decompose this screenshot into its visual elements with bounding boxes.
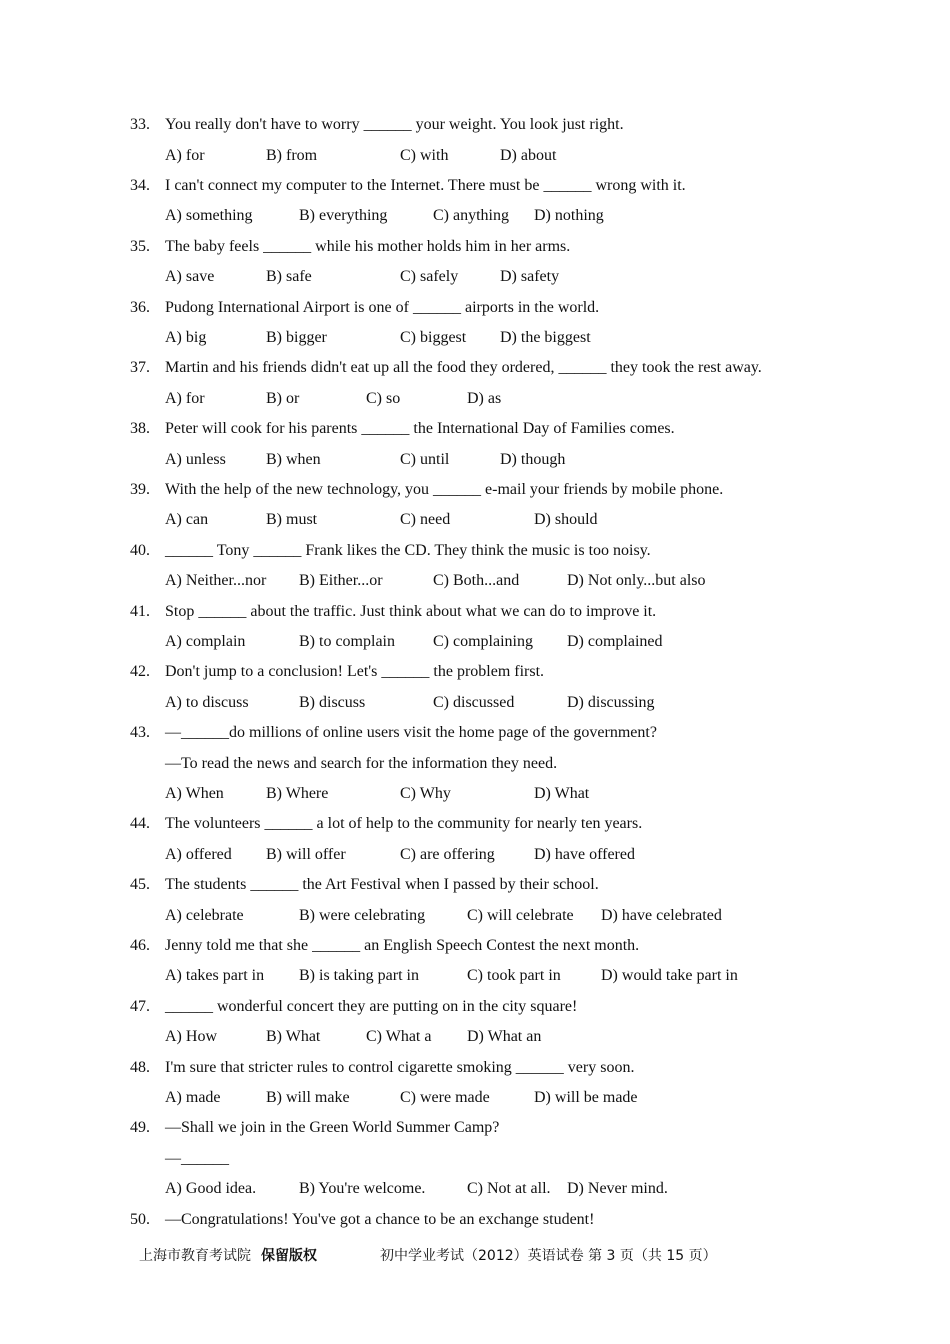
answer-option[interactable]: C) Why — [400, 785, 451, 802]
answer-option[interactable]: C) safely — [400, 268, 459, 285]
answer-option[interactable]: D) would take part in — [601, 967, 738, 984]
question-text: Pudong International Airport is one of ______ airports in the world. — [165, 299, 600, 316]
question-number: 37. — [130, 359, 150, 376]
answer-option[interactable]: A) made — [165, 1089, 221, 1106]
question-text: You really don't have to worry ______ your weight. You look just right. — [165, 116, 624, 133]
answer-option[interactable]: A) offered — [165, 846, 232, 863]
answer-option[interactable]: C) discussed — [433, 694, 515, 711]
question-text: I can't connect my computer to the Internet. There must be ______ wrong with it. — [165, 177, 686, 194]
question-text: —______ — [165, 1150, 229, 1167]
answer-option[interactable]: C) until — [400, 451, 450, 468]
answer-option[interactable]: B) will make — [266, 1089, 350, 1106]
question-text: Peter will cook for his parents ______ the International Day of Families comes. — [165, 420, 675, 437]
question-number: 47. — [130, 998, 150, 1015]
question-text: Jenny told me that she ______ an English Speech Contest the next month. — [165, 937, 640, 954]
question-text: Stop ______ about the traffic. Just think about what we can do to improve it. — [165, 603, 657, 620]
answer-option[interactable]: B) will offer — [266, 846, 346, 863]
answer-option[interactable]: B) discuss — [299, 694, 366, 711]
question-number: 50. — [130, 1211, 150, 1228]
answer-option[interactable]: A) save — [165, 268, 215, 285]
answer-option[interactable]: A) something — [165, 207, 253, 224]
question-number: 49. — [130, 1119, 150, 1136]
answer-option[interactable]: B) from — [266, 147, 318, 164]
answer-option[interactable]: B) when — [266, 451, 321, 468]
question-number: 46. — [130, 937, 150, 954]
answer-option[interactable]: C) need — [400, 511, 451, 528]
footer-organization: 上海市教育考试院 — [139, 1248, 251, 1264]
answer-option[interactable]: A) Good idea. — [165, 1180, 257, 1197]
answer-option[interactable]: C) so — [366, 390, 401, 407]
question-number: 41. — [130, 603, 150, 620]
answer-option[interactable]: C) complaining — [433, 633, 533, 650]
answer-option[interactable]: C) What a — [366, 1028, 432, 1045]
answer-option[interactable]: A) for — [165, 390, 205, 407]
answer-option[interactable]: D) have celebrated — [601, 907, 722, 924]
answer-option[interactable]: D) the biggest — [500, 329, 591, 346]
answer-option[interactable]: B) to complain — [299, 633, 395, 650]
answer-option[interactable]: C) with — [400, 147, 449, 164]
answer-option[interactable]: D) have offered — [534, 846, 635, 863]
question-text: Don't jump to a conclusion! Let's ______ the problem first. — [165, 663, 545, 680]
question-number: 36. — [130, 299, 150, 316]
answer-option[interactable]: D) complained — [567, 633, 663, 650]
answer-option[interactable]: D) nothing — [534, 207, 604, 224]
answer-option[interactable]: B) safe — [266, 268, 312, 285]
question-number: 33. — [130, 116, 150, 133]
answer-option[interactable]: D) Never mind. — [567, 1180, 668, 1197]
answer-option[interactable]: B) is taking part in — [299, 967, 419, 984]
question-number: 38. — [130, 420, 150, 437]
question-number: 43. — [130, 724, 150, 741]
question-text: —Shall we join in the Green World Summer Camp? — [165, 1119, 500, 1136]
question-number: 48. — [130, 1059, 150, 1076]
answer-option[interactable]: D) What — [534, 785, 590, 802]
answer-option[interactable]: B) must — [266, 511, 318, 528]
question-number: 34. — [130, 177, 150, 194]
answer-option[interactable]: C) biggest — [400, 329, 467, 346]
answer-option[interactable]: A) Neither...nor — [165, 572, 267, 589]
answer-option[interactable]: D) though — [500, 451, 566, 468]
answer-option[interactable]: A) celebrate — [165, 907, 244, 924]
answer-option[interactable]: B) You're welcome. — [299, 1180, 426, 1197]
answer-option[interactable]: C) will celebrate — [467, 907, 574, 924]
question-text: —______do millions of online users visit the home page of the government? — [165, 724, 657, 741]
question-number: 44. — [130, 815, 150, 832]
answer-option[interactable]: C) Not at all. — [467, 1180, 551, 1197]
answer-option[interactable]: A) When — [165, 785, 224, 802]
answer-option[interactable]: B) or — [266, 390, 300, 407]
answer-option[interactable]: A) How — [165, 1028, 217, 1045]
answer-option[interactable]: A) unless — [165, 451, 226, 468]
answer-option[interactable]: A) takes part in — [165, 967, 265, 984]
answer-option[interactable]: A) for — [165, 147, 205, 164]
question-number: 40. — [130, 542, 150, 559]
answer-option[interactable]: D) safety — [500, 268, 560, 285]
answer-option[interactable]: C) anything — [433, 207, 509, 224]
answer-option[interactable]: D) What an — [467, 1028, 542, 1045]
question-text: With the help of the new technology, you ______ e-mail your friends by mobile phone. — [165, 481, 724, 498]
question-number: 39. — [130, 481, 150, 498]
answer-option[interactable]: C) Both...and — [433, 572, 520, 589]
question-text: I'm sure that stricter rules to control cigarette smoking ______ very soon. — [165, 1059, 635, 1076]
answer-option[interactable]: A) complain — [165, 633, 246, 650]
answer-option[interactable]: C) were made — [400, 1089, 490, 1106]
answer-option[interactable]: C) are offering — [400, 846, 495, 863]
answer-option[interactable]: D) Not only...but also — [567, 572, 706, 589]
answer-option[interactable]: A) big — [165, 329, 207, 346]
question-text: —To read the news and search for the information they need. — [165, 755, 558, 772]
footer-copyright: 保留版权 — [261, 1248, 317, 1264]
question-text: ______ Tony ______ Frank likes the CD. They think the music is too noisy. — [165, 542, 651, 559]
answer-option[interactable]: B) What — [266, 1028, 321, 1045]
answer-option[interactable]: D) should — [534, 511, 598, 528]
answer-option[interactable]: B) Where — [266, 785, 329, 802]
answer-option[interactable]: B) were celebrating — [299, 907, 426, 924]
question-text: ______ wonderful concert they are putting on in the city square! — [165, 998, 578, 1015]
question-text: —Congratulations! You've got a chance to be an exchange student! — [165, 1211, 595, 1228]
question-number: 35. — [130, 238, 150, 255]
answer-option[interactable]: D) as — [467, 390, 502, 407]
answer-option[interactable]: D) will be made — [534, 1089, 638, 1106]
answer-option[interactable]: A) to discuss — [165, 694, 249, 711]
answer-option[interactable]: B) everything — [299, 207, 388, 224]
question-number: 45. — [130, 876, 150, 893]
answer-option[interactable]: D) about — [500, 147, 557, 164]
answer-option[interactable]: C) took part in — [467, 967, 561, 984]
answer-option[interactable]: B) Either...or — [299, 572, 383, 589]
question-text: The baby feels ______ while his mother holds him in her arms. — [165, 238, 571, 255]
question-text: The students ______ the Art Festival when I passed by their school. — [165, 876, 599, 893]
answer-option[interactable]: D) discussing — [567, 694, 655, 711]
footer-exam-info: 初中学业考试（2012）英语试卷 第 3 页（共 15 页） — [380, 1248, 717, 1264]
answer-option[interactable]: A) can — [165, 511, 209, 528]
question-text: Martin and his friends didn't eat up all the food they ordered, ______ they took the rest away. — [165, 359, 762, 376]
answer-option[interactable]: B) bigger — [266, 329, 327, 346]
question-text: The volunteers ______ a lot of help to the community for nearly ten years. — [165, 815, 643, 832]
question-number: 42. — [130, 663, 150, 680]
